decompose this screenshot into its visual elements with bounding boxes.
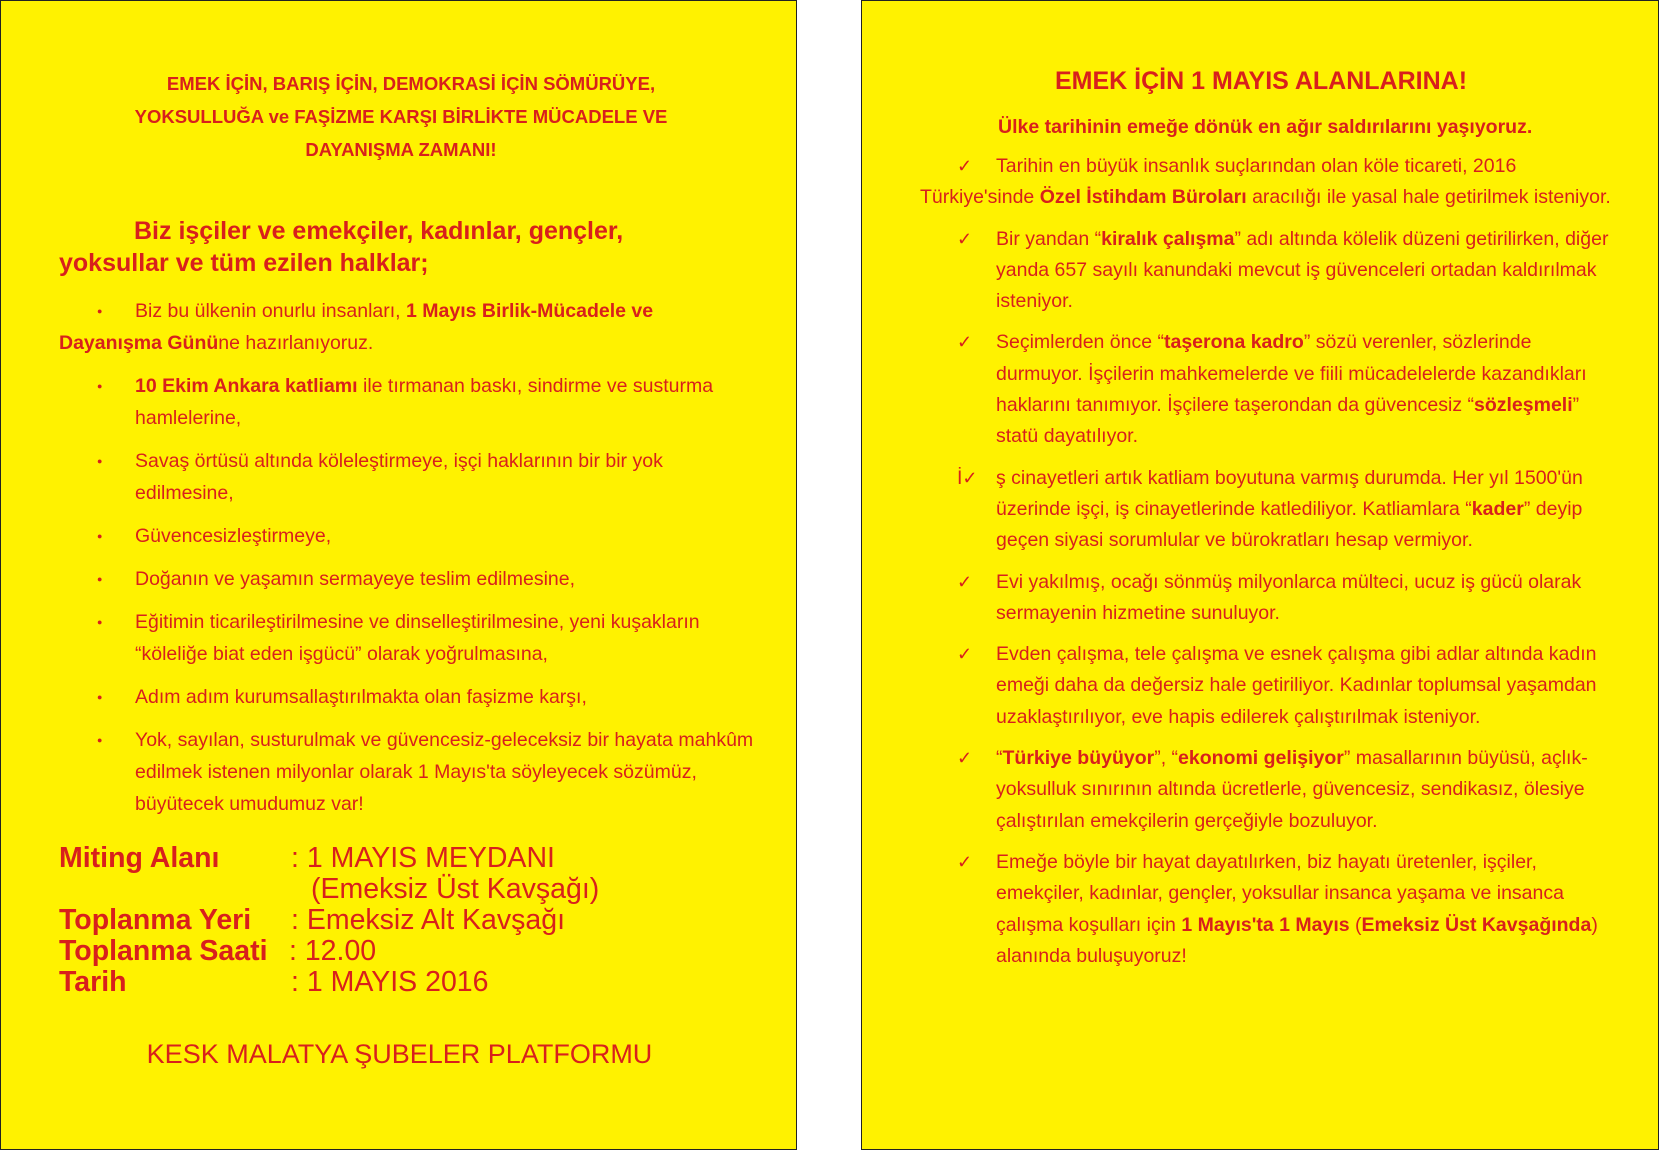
item-text: Emeğe böyle bir hayat dayatılırken, biz hayatı üretenler, işçiler, emekçiler, kadınlar, gençler, yoksullar insanca yaşama ve insanca çalışma koşulları için: [996, 850, 1564, 936]
right-subtitle: Ülke tarihinin emeğe dönük en ağır saldırılarını yaşıyoruz.: [998, 116, 1533, 138]
item-text: Savaş örtüsü altında köleleştirmeye, işçi haklarının bir bir yok edilmesine,: [135, 450, 663, 504]
check-icon: ✓: [957, 851, 973, 872]
item-bold-text: kiralık çalışma: [1101, 227, 1235, 250]
item-text: ” statü dayatılıyor.: [996, 394, 1580, 448]
event-info: [59, 843, 739, 998]
list-item: [59, 370, 759, 434]
miting-sub-value: (Emeksiz Üst Kavşağı): [311, 873, 600, 905]
left-page: [0, 0, 797, 1150]
check-icon: ✓: [957, 156, 973, 176]
item-text: Bir yandan “: [996, 227, 1102, 250]
list-item: [59, 295, 759, 359]
check-list-item: [920, 463, 1620, 557]
item-text: Eğitimin ticarileştirilmesine ve dinselleştirilmesine, yeni kuşakların “köleliğe biat eden işgücü” olarak yoğrulmasına,: [135, 611, 700, 665]
check-icon: ✓: [957, 644, 973, 665]
item-text: aracılığı ile yasal hale getirilmek isteniyor.: [1246, 186, 1611, 209]
tarih-value: : 1 MAYIS 2016: [291, 966, 489, 998]
check-list-item: [920, 639, 1620, 733]
header-line: DAYANIŞMA ZAMANI!: [305, 139, 497, 160]
toplanma-yeri-value: : Emeksiz Alt Kavşağı: [291, 904, 566, 936]
item-text: Adım adım kurumsallaştırılmakta olan faşizme karşı,: [135, 686, 587, 708]
toplanma-saati-label: Toplanma Saati: [59, 935, 268, 967]
item-text: ” deyip geçen siyasi sorumlular ve bürokratları hesap vermiyor.: [996, 497, 1583, 552]
item-bold-text: 1 Mayıs Birlik-Mücadele ve Dayanışma Günü: [59, 300, 654, 354]
item-text: ” adı altında kölelik düzeni getirilirken, diğer yanda 657 sayılı kanundaki mevcut iş güvenceleri ortadan kaldırılmak isteniyor.: [996, 227, 1609, 313]
list-item: [59, 445, 759, 509]
list-item: [59, 563, 759, 595]
item-bold-text: Türkiye büyüyor: [1002, 747, 1155, 770]
item-bold-text: ekonomi gelişiyor: [1178, 747, 1344, 770]
item-text: ne hazırlanıyoruz.: [218, 332, 374, 354]
header-line: EMEK İÇİN, BARIŞ İÇİN, DEMOKRASİ İÇİN SÖMÜRÜYE,: [166, 73, 656, 94]
item-text: ile tırmanan baskı, sindirme ve susturma hamlelerine,: [135, 375, 714, 429]
miting-value: : 1 MAYIS MEYDANI: [291, 842, 555, 874]
item-text: Doğanın ve yaşamın sermayeye teslim edilmesine,: [135, 568, 576, 590]
check-icon: ✓: [957, 571, 973, 592]
item-bold-text: Emeksiz Üst Kavşağında: [1361, 913, 1592, 936]
item-text: ş cinayetleri artık katliam boyutuna varmış durumda. Her yıl 1500'ün üzerinde işçi, iş cinayetlerinde katlediliyor. Katliamlara “: [996, 466, 1583, 520]
toplanma-yeri-label: Toplanma Yeri: [59, 904, 252, 936]
item-text: Güvencesizleştirmeye,: [135, 525, 332, 547]
item-text: Evden çalışma, tele çalışma ve esnek çalışma gibi adlar altında kadın emeği daha da değersiz hale getiriliyor. Kadınlar toplumsal yaşamdan uzaklaştırılıyor, eve hapis edilerek çalıştırılmak isteniyor.: [996, 643, 1597, 728]
miting-label: Miting Alanı: [59, 842, 220, 874]
right-page: [861, 0, 1659, 1150]
list-item: [59, 724, 759, 820]
intro-line: Biz işçiler ve emekçiler, kadınlar, gençler,: [134, 217, 624, 245]
item-text: ”, “: [1154, 747, 1179, 770]
check-list-item: [920, 151, 1620, 214]
check-list-item: [920, 327, 1620, 452]
check-icon: ✓: [957, 748, 973, 769]
item-text: ” sözü verenler, sözlerinde durmuyor. İşçilerin mahkemelerde ve fiili mücadelelerde kazandıkları haklarını tanımıyor. İşçilere taşerondan da güvencesiz “: [996, 331, 1587, 417]
check-list-item: [920, 743, 1620, 837]
left-bullet-list: [59, 295, 759, 831]
list-item: [59, 520, 759, 552]
intro-line: yoksullar ve tüm ezilen halklar;: [59, 249, 429, 277]
tarih-label: Tarih: [59, 966, 127, 998]
check-icon: ✓: [957, 332, 973, 353]
toplanma-saati-value: : 12.00: [289, 935, 377, 967]
check-list-item: [920, 224, 1620, 318]
list-item: [59, 606, 759, 670]
item-bold-text: 1 Mayıs'ta 1 Mayıs: [1181, 913, 1350, 936]
header-line: YOKSULLUĞA ve FAŞİZME KARŞI BİRLİKTE MÜCADELE VE: [134, 106, 668, 127]
intro-heading: [59, 215, 779, 279]
item-text: ” masallarının büyüsü, açlık-yoksulluk sınırının altında ücretlerle, güvencesiz, sendikasız, ölesiye çalıştırılan emekçilerin gerçeğiyle bozuluyor.: [996, 747, 1588, 832]
item-text: Seçimlerden önce “: [996, 331, 1164, 354]
item-text: Yok, sayılan, susturulmak ve güvencesiz-geleceksiz bir hayata mahkûm edilmek istenen milyonlar olarak 1 Mayıs'ta söyleyecek sözümüz, büyütecek umudumuz var!: [135, 729, 754, 815]
item-bold-text: taşerona kadro: [1164, 331, 1304, 354]
check-icon: ✓: [957, 228, 973, 249]
item-text: ) alanında buluşuyoruz!: [996, 913, 1598, 967]
right-title: EMEK İÇİN 1 MAYIS ALANLARINA!: [1054, 67, 1468, 95]
item-bold-text: sözleşmeli: [1474, 394, 1573, 417]
right-check-list: [920, 151, 1620, 982]
item-text: Tarihin en büyük insanlık suçlarından olan köle ticareti, 2016 Türkiye'sinde: [920, 155, 1517, 209]
check-list-item: [920, 567, 1620, 630]
item-bold-text: 10 Ekim Ankara katliamı: [135, 375, 358, 397]
item-text: “: [996, 747, 1003, 770]
item-text: (: [1349, 913, 1362, 936]
organization-footer: KESK MALATYA ŞUBELER PLATFORMU: [146, 1039, 653, 1069]
check-list-item: [920, 847, 1620, 972]
list-item: [59, 681, 759, 713]
item-bold-text: kader: [1471, 497, 1524, 520]
item-bold-text: Özel İstihdam Büroları: [1039, 186, 1247, 209]
left-header: [61, 67, 741, 166]
item-text: Evi yakılmış, ocağı sönmüş milyonlarca mülteci, ucuz iş gücü olarak sermayenin hizmetine sunuluyor.: [996, 570, 1582, 624]
check-icon: İ✓: [957, 466, 978, 489]
item-text: Biz bu ülkenin onurlu insanları,: [135, 300, 406, 322]
